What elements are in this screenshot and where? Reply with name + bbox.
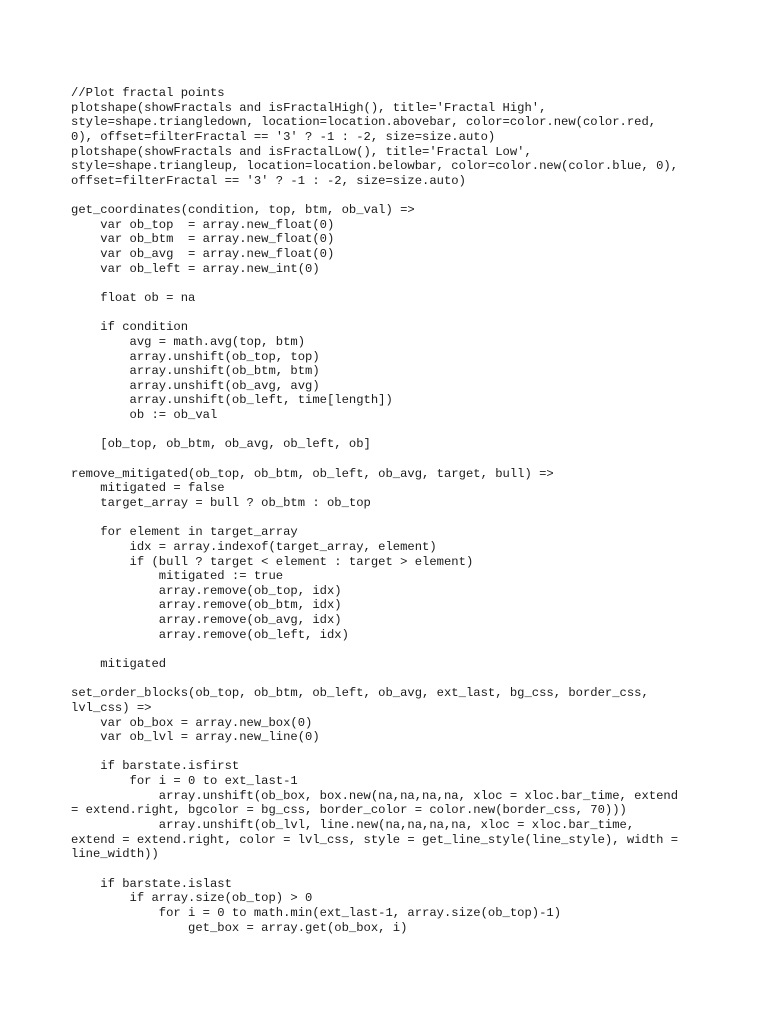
code-line: plotshape(showFractals and isFractalHigh(), title='Fractal High', — [71, 100, 547, 115]
code-line: array.unshift(ob_lvl, line.new(na,na,na,na, xloc = xloc.bar_time, — [71, 818, 635, 833]
code-line: remove_mitigated(ob_top, ob_btm, ob_left, ob_avg, target, bull) => — [71, 466, 554, 481]
code-line: array.remove(ob_btm, idx) — [71, 598, 342, 613]
code-line: float ob = na — [71, 290, 196, 305]
code-line: array.unshift(ob_btm, btm) — [71, 364, 320, 379]
code-line: idx = array.indexof(target_array, element) — [71, 539, 437, 554]
code-line — [71, 511, 711, 526]
code-listing — [71, 86, 711, 935]
code-line: //Plot fractal points — [71, 86, 225, 100]
code-line: ob := ob_val — [71, 408, 218, 423]
code-line: lvl_css) => — [71, 700, 152, 715]
code-line: line_width)) — [71, 847, 159, 862]
code-line — [71, 452, 711, 467]
code-line — [71, 276, 711, 291]
code-line: avg = math.avg(top, btm) — [71, 334, 306, 349]
code-line: get_coordinates(condition, top, btm, ob_val) => — [71, 203, 415, 218]
code-line — [71, 672, 711, 687]
code-line: set_order_blocks(ob_top, ob_btm, ob_left, ob_avg, ext_last, bg_css, border_css, — [71, 686, 649, 701]
code-line: var ob_top = array.new_float(0) — [71, 217, 335, 232]
code-line: for i = 0 to ext_last-1 — [71, 774, 298, 789]
code-line — [71, 745, 711, 760]
code-line: if condition — [71, 320, 189, 335]
code-line: extend = extend.right, color = lvl_css, style = get_line_style(line_style), width = — [71, 832, 679, 847]
code-line: 0), offset=filterFractal == '3' ? -1 : -2, size=size.auto) — [71, 129, 496, 144]
code-line: array.remove(ob_top, idx) — [71, 583, 342, 598]
code-line: for element in target_array — [71, 525, 298, 540]
code-line: get_box = array.get(ob_box, i) — [71, 920, 408, 935]
code-line: [ob_top, ob_btm, ob_avg, ob_left, ob] — [71, 437, 371, 452]
code-line: array.remove(ob_avg, idx) — [71, 613, 342, 628]
code-line: array.unshift(ob_box, box.new(na,na,na,na, xloc = xloc.bar_time, extend — [71, 788, 679, 803]
code-line: offset=filterFractal == '3' ? -1 : -2, size=size.auto) — [71, 173, 466, 188]
code-line: plotshape(showFractals and isFractalLow(), title='Fractal Low', — [71, 144, 532, 159]
code-line: array.remove(ob_left, idx) — [71, 627, 349, 642]
code-line: array.unshift(ob_left, time[length]) — [71, 393, 393, 408]
code-line: for i = 0 to math.min(ext_last-1, array.size(ob_top)-1) — [71, 905, 562, 920]
code-line — [71, 642, 711, 657]
code-line: var ob_left = array.new_int(0) — [71, 261, 320, 276]
code-line — [71, 423, 711, 438]
code-line: style=shape.triangledown, location=location.abovebar, color=color.new(color.red, — [71, 115, 657, 130]
code-line: array.unshift(ob_avg, avg) — [71, 378, 320, 393]
code-line: style=shape.triangleup, location=location.belowbar, color=color.new(color.blue, 0), — [71, 159, 679, 174]
code-line: if (bull ? target < element : target > element) — [71, 554, 474, 569]
code-line: var ob_lvl = array.new_line(0) — [71, 730, 320, 745]
code-line — [71, 862, 711, 877]
code-line: target_array = bull ? ob_btm : ob_top — [71, 495, 371, 510]
code-line: mitigated := true — [71, 569, 284, 584]
code-line: array.unshift(ob_top, top) — [71, 349, 320, 364]
code-line: if array.size(ob_top) > 0 — [71, 891, 313, 906]
code-line: var ob_box = array.new_box(0) — [71, 715, 313, 730]
code-line: var ob_avg = array.new_float(0) — [71, 247, 335, 262]
code-line: = extend.right, bgcolor = bg_css, border_color = color.new(border_css, 70))) — [71, 803, 627, 818]
code-line: var ob_btm = array.new_float(0) — [71, 232, 335, 247]
code-line: mitigated — [71, 656, 167, 671]
code-line: if barstate.isfirst — [71, 759, 240, 774]
code-line — [71, 188, 711, 203]
code-line: if barstate.islast — [71, 876, 232, 891]
code-line — [71, 306, 711, 321]
code-line: mitigated = false — [71, 481, 225, 496]
